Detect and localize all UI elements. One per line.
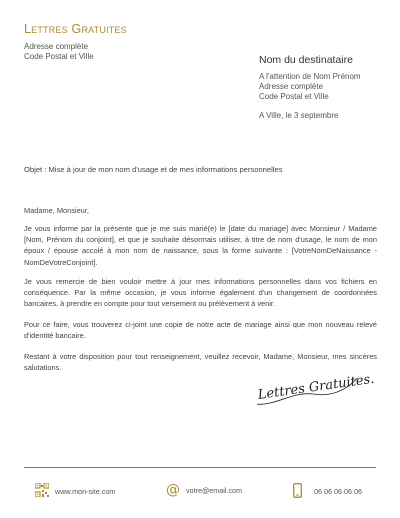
- body-paragraph-2: Je vous remercie de bien vouloir mettre à jour mes informations personnelles dans vos fichiers en conséquence. Par la même occasion, je vous informe également d'un changement de coordonnées bancaires, à prendre en compte pour tout versement ou prélèvement à venir.: [24, 277, 377, 309]
- at-sign-icon: @: [166, 482, 180, 498]
- subject-line: Objet : Mise à jour de mon nom d'usage et de mes informations personnelles: [24, 165, 283, 174]
- closing-paragraph: Restant à votre disposition pour tout renseignement, veuillez recevoir, Madame, Monsieur, mes sincères salutations.: [24, 352, 377, 373]
- footer-email[interactable]: [166, 483, 242, 497]
- signature-text: Lettres Gratuites.: [256, 371, 376, 403]
- signature: [257, 372, 375, 403]
- footer-divider: [24, 467, 376, 468]
- sender-address: Adresse complète: [24, 42, 89, 51]
- phone-text: 06 06 06 06 06: [314, 487, 362, 496]
- body-paragraph-1: Je vous informe par la présente que je me suis marié(e) le [date du mariage] avec Monsieur / Madame [Nom, Prénom du conjoint], et que je souhaite désormais utiliser, à titre de nom d'usage, le nom de mon époux / épouse accolé à mon nom de naissance, sous la forme suivante : [VotreNomDeNaissance - NomDeVotreConjoint].: [24, 224, 377, 267]
- footer-phone[interactable]: [293, 483, 362, 500]
- email-text: votre@email.com: [186, 485, 243, 495]
- recipient-postal-city: Code Postal et Ville: [259, 92, 329, 101]
- recipient-name: Nom du destinataire: [259, 54, 353, 66]
- date-line: A Ville, le 3 septembre: [259, 111, 339, 120]
- body-paragraph-3: Pour ce faire, vous trouverez ci-joint une copie de notre acte de mariage ainsi que mon nouveau relevé d'identité bancaire.: [24, 320, 377, 341]
- recipient-attention: A l'attention de Nom Prénom: [259, 72, 361, 81]
- recipient-address: Adresse complète: [259, 82, 324, 91]
- mobile-phone-icon: [293, 483, 302, 500]
- website-text: www.mon-site.com: [55, 486, 116, 496]
- qr-code-icon: [35, 483, 49, 499]
- signature-flourish: [252, 367, 365, 412]
- footer-website[interactable]: [35, 483, 115, 499]
- sender-name: Lettres Gratuites: [24, 22, 127, 36]
- greeting: Madame, Monsieur,: [24, 206, 89, 215]
- sender-postal-city: Code Postal et Ville: [24, 52, 94, 61]
